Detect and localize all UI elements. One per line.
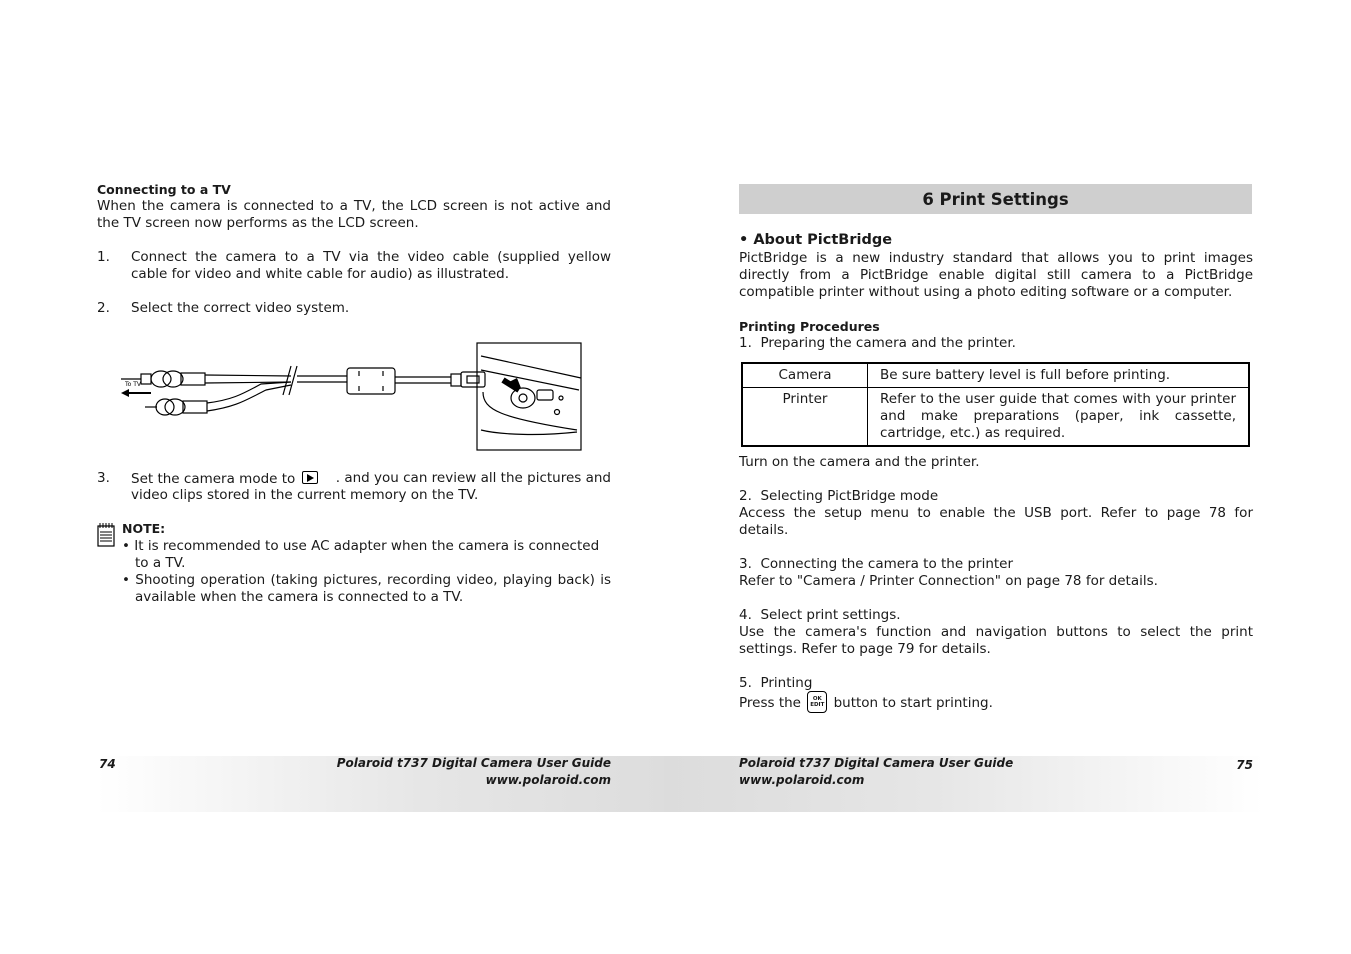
procedure-step-2: 2. Selecting PictBridge mode	[739, 488, 939, 504]
table-row	[742, 363, 1249, 388]
step3-text: Refer to "Camera / Printer Connection" on page 78 for details.	[739, 573, 1158, 589]
table-cell-item: Camera	[742, 363, 868, 388]
step5-text-after-icon: button to start printing.	[833, 695, 993, 711]
playback-mode-icon	[302, 471, 318, 484]
step3-text-before-icon: Set the camera mode to	[131, 471, 296, 487]
to-tv-label: To TV	[125, 381, 141, 388]
note-bullet-2-line-2: available when the camera is connected to a TV.	[135, 589, 464, 605]
footer-url-right: www.polaroid.com	[739, 773, 865, 787]
table-cell-item: Printer	[742, 388, 868, 447]
section-heading-connecting-tv: Connecting to a TV	[97, 182, 231, 197]
page-number-right: 75	[1236, 758, 1253, 772]
printing-procedures-heading: Printing Procedures	[739, 319, 880, 334]
step2-number: 2.	[97, 300, 110, 316]
step3-number: 3.	[97, 470, 110, 486]
step2-line-1: Access the setup menu to enable the USB port. Refer to page 78 for	[739, 505, 1253, 521]
procedure-step-3: 3. Connecting the camera to the printer	[739, 556, 1014, 572]
step2-line-2: details.	[739, 522, 789, 538]
step3-line-2: video clips stored in the current memory on the TV.	[131, 487, 479, 503]
preparation-table	[741, 362, 1250, 447]
table-cell-instruction: Be sure battery level is full before printing.	[868, 363, 1250, 388]
footer-title-right: Polaroid t737 Digital Camera User Guide	[739, 756, 1014, 770]
step2-text: Select the correct video system.	[131, 300, 350, 316]
step5-text-before-icon: Press the	[739, 695, 801, 711]
footer-title-left: Polaroid t737 Digital Camera User Guide	[336, 756, 611, 770]
about-line-2: directly from a PictBridge enable digital still camera to a PictBridge	[739, 267, 1253, 283]
page-number-left: 74	[99, 757, 116, 771]
step4-line-2: settings. Refer to page 79 for details.	[739, 641, 991, 657]
procedure-step-5: 5. Printing	[739, 675, 813, 691]
footer-url-left: www.polaroid.com	[485, 773, 611, 787]
table-row	[742, 388, 1249, 447]
step4-line-1: Use the camera's function and navigation buttons to select the print	[739, 624, 1253, 640]
section-title-print-settings: 6 Print Settings	[739, 184, 1252, 214]
note-bullet-1-line-2: to a TV.	[135, 555, 186, 571]
about-pictbridge-heading: • About PictBridge	[739, 232, 893, 248]
intro-line-2: the TV screen now performs as the LCD screen.	[97, 215, 419, 231]
intro-line-1: When the camera is connected to a TV, the LCD screen is not active and	[97, 198, 611, 214]
ok-edit-button-icon	[807, 691, 827, 713]
note-bullet-2-line-1: • Shooting operation (taking pictures, recording video, playing back) is	[122, 572, 611, 588]
turn-on-text: Turn on the camera and the printer.	[739, 454, 980, 470]
step3-text-after-icon: . and you can review all the pictures and	[335, 470, 611, 486]
step1-number: 1.	[97, 249, 110, 265]
step1-line-1: Connect the camera to a TV via the video cable (supplied yellow	[131, 249, 611, 265]
note-title: NOTE:	[122, 521, 166, 536]
about-line-3: compatible printer without using a photo editing software or a computer.	[739, 284, 1233, 300]
note-bullet-1-line-1: • It is recommended to use AC adapter when the camera is connected	[122, 538, 600, 554]
step5-line	[739, 692, 993, 714]
tv-cable-illustration	[121, 340, 585, 454]
ok-icon-label: OK	[812, 696, 822, 702]
table-cell-instruction: Refer to the user guide that comes with your printer and make preparations (paper, ink cassette, cartridge, etc.) as required.	[868, 388, 1250, 447]
edit-icon-label: EDIT	[810, 702, 825, 708]
about-line-1: PictBridge is a new industry standard that allows you to print images	[739, 250, 1253, 266]
step3-line-1	[131, 470, 611, 488]
note-icon	[97, 522, 117, 548]
procedure-step-1: 1. Preparing the camera and the printer.	[739, 335, 1016, 351]
step1-line-2: cable for video and white cable for audio) as illustrated.	[131, 266, 510, 282]
procedure-step-4: 4. Select print settings.	[739, 607, 901, 623]
